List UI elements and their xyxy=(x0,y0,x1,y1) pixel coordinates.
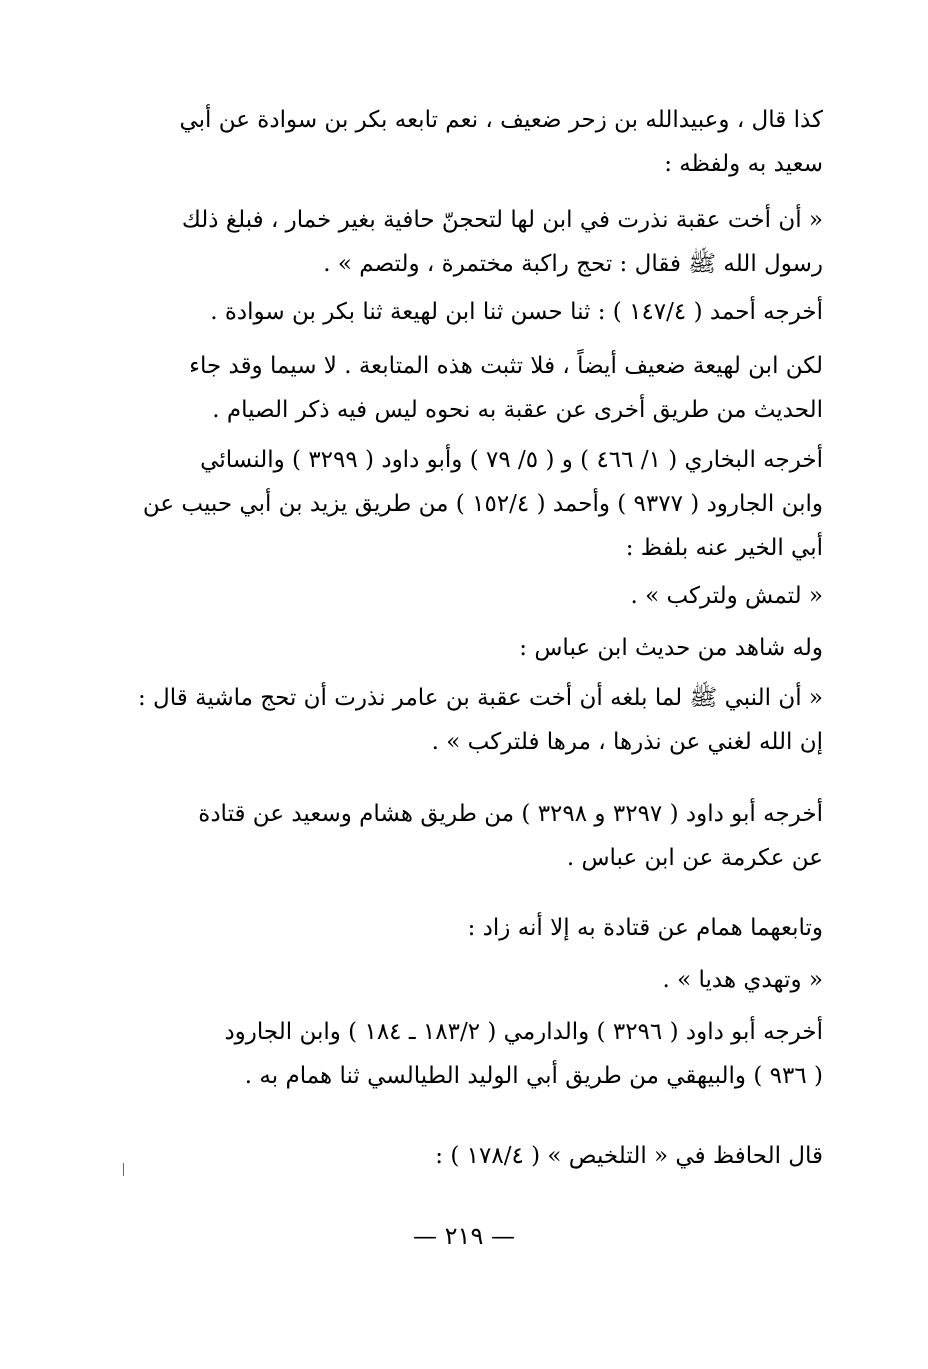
text-line: وابن الجارود ( ٩٣٧٧ ) وأحمد ( ١٥٢/٤ ) من طريق يزيد بن أبي حبيب عن xyxy=(142,491,823,517)
paragraph xyxy=(138,626,823,670)
text-line: أبي الخير عنه بلفظ : xyxy=(625,535,823,561)
text-line: أخرجه أحمد ( ١٤٧/٤ ) : ثنا حسن ثنا ابن لهيعة ثنا بكر بن سوادة . xyxy=(210,299,823,325)
text-line: أخرجه البخاري ( ١/ ٤٦٦ ) و ( ٥/ ٧٩ ) وأبو داود ( ٣٢٩٩ ) والنسائي xyxy=(200,447,823,473)
text-line: سعيد به ولفظه : xyxy=(664,151,823,177)
text-line: « أن النبي ﷺ لما بلغه أن أخت عقبة بن عامر نذرت أن تحج ماشية قال : xyxy=(138,685,823,711)
text-line: وتابعهما همام عن قتادة به إلا أنه زاد : xyxy=(467,915,823,941)
paragraph xyxy=(138,676,823,764)
text-line: كذا قال ، وعبيدالله بن زحر ضعيف ، نعم تابعه بكر بن سوادة عن أبي xyxy=(179,107,823,133)
text-line: إن الله لغني عن نذرها ، مرها فلتركب » . xyxy=(431,729,823,755)
text-line: وله شاهد من حديث ابن عباس : xyxy=(519,635,823,661)
paragraph xyxy=(138,198,823,286)
text-line: ( ٩٣٦ ) والبيهقي من طريق أبي الوليد الطيالسي ثنا همام به . xyxy=(244,1063,823,1089)
page-number: — ٢١٩ — xyxy=(413,1222,515,1250)
paragraph xyxy=(138,906,823,950)
text-line: الحديث من طريق أخرى عن عقبة به نحوه ليس فيه ذكر الصيام . xyxy=(212,397,823,423)
text-line: « أن أخت عقبة نذرت في ابن لها لتحجنّ حافية بغير خمار ، فبلغ ذلك xyxy=(181,207,823,233)
text-line: رسول الله ﷺ فقال : تحج راكبة مختمرة ، ولتصم » . xyxy=(323,251,823,277)
paragraph xyxy=(138,1010,823,1098)
text-line: أخرجه أبو داود ( ٣٢٩٧ و ٣٢٩٨ ) من طريق هشام وسعيد عن قتادة xyxy=(198,801,823,827)
text-line: « لتمش ولتركب » . xyxy=(630,583,823,609)
text-line: « وتهدي هديا » . xyxy=(662,967,823,993)
text-line: قال الحافظ في « التلخيص » ( ١٧٨/٤ ) : xyxy=(435,1143,823,1169)
text-line: لكن ابن لهيعة ضعيف أيضاً ، فلا تثبت هذه المتابعة . لا سيما وقد جاء xyxy=(189,353,823,379)
text-line: عن عكرمة عن ابن عباس . xyxy=(566,845,823,871)
paragraph xyxy=(138,290,823,334)
paragraph xyxy=(138,344,823,432)
paragraph xyxy=(138,98,823,186)
text-line: أخرجه أبو داود ( ٣٢٩٦ ) والدارمي ( ١٨٣/٢ ـ ١٨٤ ) وابن الجارود xyxy=(224,1019,823,1045)
margin-mark xyxy=(123,1163,124,1176)
paragraph xyxy=(138,792,823,880)
paragraph xyxy=(138,1134,823,1178)
paragraph xyxy=(138,438,823,570)
paragraph xyxy=(138,958,823,1002)
paragraph xyxy=(138,574,823,618)
